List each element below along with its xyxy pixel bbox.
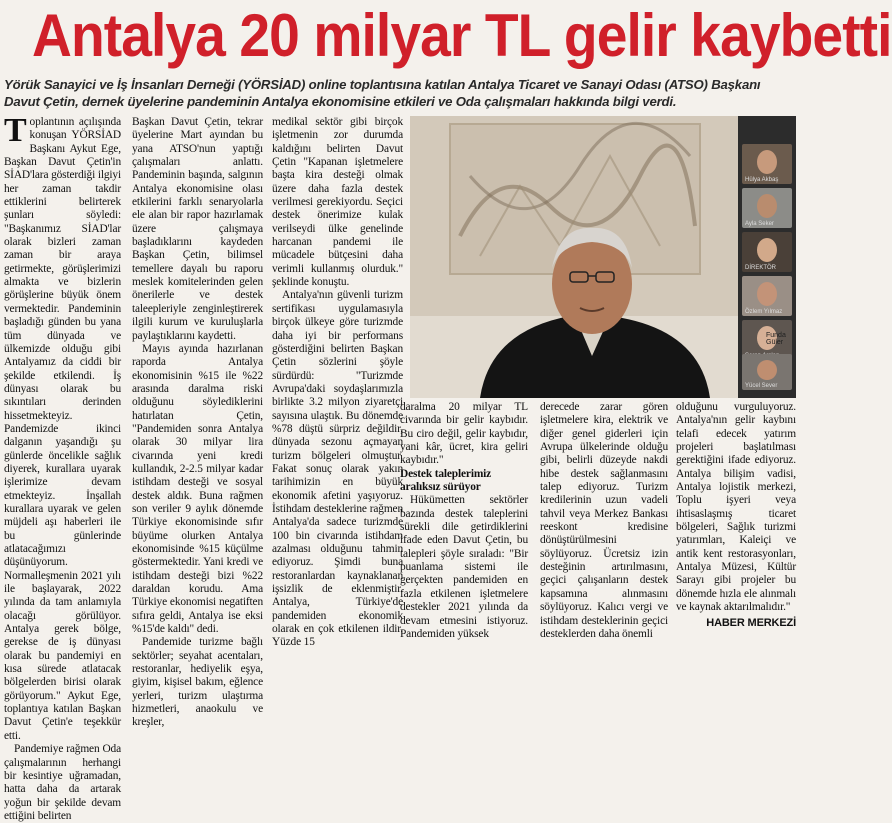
participant-name: Yücel Sever [745,383,778,389]
participant-name: Özlem Yılmaz [745,309,783,315]
article-column-6 [676,401,796,629]
speaker-name-label: Funda Güler [766,332,786,346]
article-column-5 [540,401,668,640]
participant-name: Hülya Akbaş [745,177,779,183]
paragraph: medikal sektör gibi birçok işletmenin zor durumda kaldığını belirten Davut Çetin "Kapanan işletmelere başta kira desteği olmak üzere daha fazla destek verilmesi gerekiyordu. Seçici destek önerimize kulak verilseydi ülke genelinde harcanan pandemi ile mücadele bütçesini daha verimli kullanmış olurduk." şeklinde konuştu. [272,116,403,289]
paragraph: oplantının açılışında konuşan YÖRSİAD Başkanı Aykut Ege, Başkan Davut Çetin'in SİAD'lara gösterdiği ilgiyi her zaman takdir ettiklerini belirterek şunları söyledi: "Başkanımız SİAD'lar olarak bizleri zaman zaman bir araya getirmekte, görüşlerimizi almakta ve bizlerin görüşlerine büyük önem vermektedir. Pandeminin başladığı günden bu yana tüm dünyada ve ülkemizde olduğu gibi Antalyamız da ciddi bir şekilde etkilendi. İş dünyası olarak bu sıkıntıları derinden hissetmekteyiz. Pandemizde ikinci dalganın yaşandığı şu günlerde öncelikle sağlık diyerek, kurallara uyarak işlerimize devam etmekteyiz. İnşallah kurallara uyarak ve gelen müjdeli aşı haberleri ile bu günlerinde atlatacağımızı düşünüyorum. Normalleşmenin 2021 yılı ile başlayarak, 2022 yılında da tam anlamıyla olacağı görülüyor. Antalya gerek bölge, gerekse de iş dünyası olarak bu pandemiyi en kısa sürede atlatacak bölgelerden birisi olarak görüyorum." Aykut Ege, toplantıya katılan Başkan Davut Çetin'e teşekkür etti. [4,116,121,742]
drop-cap: T [4,112,27,149]
paragraph: Hükümetten sektörler bazında destek taleplerini sürekli dile getirdiklerini ifade eden Davut Çetin, bu talepleri şöyle sıraladı: "Bir puanlama sistemi ile gerçekten pandemiden en fazla etkilenen işletmelere destekler 2021 yılında da devam etmesini istiyoruz. Pandemiden yüksek [400,494,528,640]
article-photo [410,116,796,398]
byline: HABER MERKEZİ [706,616,796,629]
section-subtitle: Destek taleplerimiz [400,467,492,480]
paragraph: derecede zarar gören işletmelere kira, elektrik ve diğer genel giderleri için Avrupa ülkelerinde olduğu gibi, belirli düzeyde nakdi hibe destek sağlanmasını talep ediyoruz. Turizm kredilerinin uzun vadeli tahvil veya Merkez Bankası reeskont kredisine dönüştürülmesini söylüyoruz. Ücretsiz izin desteğinin artırılmasını, geçici çalışanların destek kapsamına alınmasını söylüyoruz. Kalıcı vergi ve istihdam desteklerinin geçici desteklerden daha önemli [540,401,668,640]
paragraph: daralma 20 milyar TL civarında bir gelir kaybıdır. Bu ciro değil, gelir kaybıdır, yani kâr, ücret, kira geliri kaybıdır." [400,401,528,467]
paragraph: Mayıs ayında hazırlanan raporda Antalya ekonomisinin %15 ile %22 arasında daralma riski olduğunu söylediklerini hatırlatan Çetin, "Pandemiden sonra Antalya olarak 30 milyar lira civarında yeni kredi kullandık, 2-2.5 milyar kadar istihdam desteği ve sosyal destek aldık. Buna rağmen son veriler 9 aylık dönemde Türkiye ekonomisinde sıfır büyüme olurken Antalya ekonomisinde %15 küçülme göstermektedir. Yani kredi ve istihdam desteği bizi %22 daraldan korudu. Ama Türkiye ekonomisi negatiften sıfıra geldi, Antalya ise eksi %15'de kaldı" dedi. [132,342,263,636]
section-subtitle: aralıksız sürüyor [400,481,481,494]
article-column-1 [4,112,121,822]
participant-tile[interactable] [742,354,792,390]
participant-name: Ayla Seker [745,221,774,227]
paragraph: Pandemide turizme bağlı sektörler; seyahat acentaları, restoranlar, hediyelik eşya, giyim, kişisel bakım, eğlence yerleri, turizm ulaştırma hizmetleri, anaokulu ve kreşler, [132,636,263,729]
participant-sidebar [738,116,796,398]
participant-tile[interactable] [742,232,792,272]
participant-tile[interactable] [742,188,792,228]
paragraph: Pandemiye rağmen Oda çalışmalarının herhangi bir kesintiye uğramadan, hatta daha da artarak yoğun bir şekilde devam ettiğini belirten [4,743,121,822]
subheading: Yörük Sanayici ve İş İnsanları Derneği (YÖRSİAD) online toplantısına katılan Antalya Ticaret ve Sanayi Odası (ATSO) Başkanı Davut Çetin, dernek üyelerine pandeminin Antalya ekonomisine etkileri ve Oda çalışmaları hakkında bilgi verdi. [4,77,761,109]
participant-name: DİREKTÖR [745,265,777,271]
article-column-3 [272,116,403,649]
paragraph: Antalya'nın güvenli turizm sertifikası uygulamasıyla birçok ülkeye göre turizmde daha iyi bir performans gösterdiğini belirten Başkan Çetin sözlerini şöyle sürdürdü: "Turizmde Avrupa'daki soydaşlarımızla birlikte 3.2 milyon ziyaretçi sayısına ulaştık. Bu dönemde %78 düştü sürpriz değildir, dünyada sezonu açmayan turizm bölgeleri olmuştur. Fakat sonuç olarak yakın tarihimizin en büyük ekonomik afetini yaşıyoruz. İstihdam desteklerine rağmen Antalya'da sadece turizmde 100 bin civarında istihdam azalması olduğunu tahmin ediyoruz. Şimdi buna restoranlardan kaynaklanan işsizlik de eklenmiştir. Antalya, Türkiye'de pandemiden ekonomik olarak en çok etkilenen ildir. Yüzde 15 [272,289,403,649]
article-column-2 [132,116,263,729]
participant-tile[interactable] [742,144,792,184]
paragraph: Başkan Davut Çetin, tekrar üyelerine Mart ayından bu yana ATSO'nun yaptığı çalışmaları anlattı. Pandeminin başında, salgının Antalya ekonomisine olası etkilerini farklı senaryolarla ele alan bir rapor hazırlamak üzere çalışmaya başladıklarını kaydeden Başkan Çetin, bilimsel temellere dayalı bu raporu meslek komitelerinden gelen önerilerle ve destek taleepleriyle zenginleştirerek ilgili kurum ve kuruluşlarla paylaştıklarını kaydetti. [132,116,263,342]
paragraph: olduğunu vurguluyoruz. Antalya'nın gelir kaybını telafi edecek yatırım projeleri başlatılması gerektiğini ifade ediyoruz. Antalya bilişim vadisi, Antalya lojistik merkezi, Toplu işyeri veya ihtisaslaşmış ticaret bölgeleri, Sağlık turizmi yatırımları, Kaleiçi ve antik kent restorasyonları, Antalya Müzesi, Kültür Sarayı gibi projeler bu dönemde hızla ele alınmalı ve kaynak aktarılmalıdır." [676,401,796,614]
participant-tile[interactable] [742,276,792,316]
headline: Antalya 20 milyar TL gelir kaybetti [32,2,892,69]
article-column-4 [400,401,528,640]
